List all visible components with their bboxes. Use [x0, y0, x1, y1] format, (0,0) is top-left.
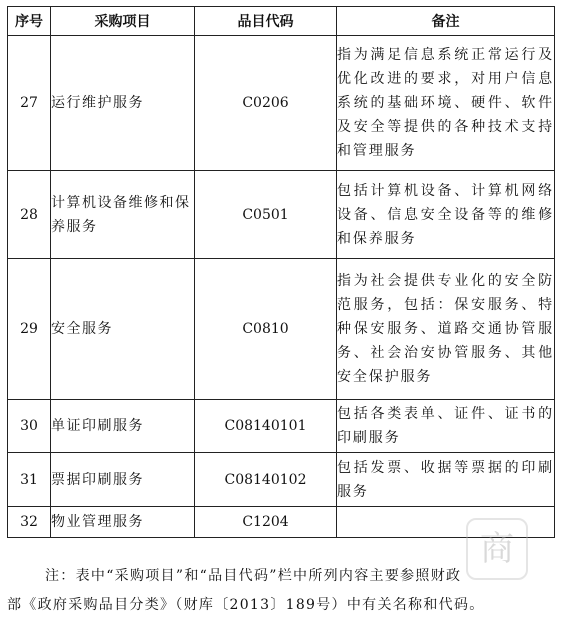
row-code: C08140101 [195, 400, 337, 453]
row-seq: 31 [8, 453, 51, 507]
header-seq: 序号 [8, 7, 51, 36]
table-header-row [8, 7, 555, 36]
row-seq: 29 [8, 259, 51, 400]
header-note: 备注 [337, 7, 555, 36]
row-seq: 30 [8, 400, 51, 453]
row-code: C0501 [195, 171, 337, 259]
row-item: 物业管理服务 [51, 507, 195, 538]
table-row [8, 259, 555, 400]
table-row [8, 400, 555, 453]
seal-watermark-icon: 商 [466, 518, 528, 580]
table-row [8, 171, 555, 259]
row-note: 包括各类表单、证件、证书的印刷服务 [337, 400, 555, 453]
row-item: 单证印刷服务 [51, 400, 195, 453]
row-note: 包括发票、收据等票据的印刷服务 [337, 453, 555, 507]
row-code: C0810 [195, 259, 337, 400]
row-note: 指为社会提供专业化的安全防范服务，包括：保安服务、特种保安服务、道路交通协管服务、社会治安协管服务、其他安全保护服务 [337, 259, 555, 400]
header-item: 采购项目 [51, 7, 195, 36]
row-seq: 27 [8, 36, 51, 171]
row-code: C0206 [195, 36, 337, 171]
table-row [8, 36, 555, 171]
row-item: 票据印刷服务 [51, 453, 195, 507]
footnote-line-2: 部《政府采购品目分类》（财库〔2013〕189号）中有关名称和代码。 [7, 597, 485, 613]
procurement-catalog-table [7, 6, 555, 538]
row-item: 运行维护服务 [51, 36, 195, 171]
row-code: C1204 [195, 507, 337, 538]
header-code: 品目代码 [195, 7, 337, 36]
table-row [8, 453, 555, 507]
row-note: 包括计算机设备、计算机网络设备、信息安全设备等的维修和保养服务 [337, 171, 555, 259]
row-note: 指为满足信息系统正常运行及优化改进的要求，对用户信息系统的基础环境、硬件、软件及安全等提供的各种技术支持和管理服务 [337, 36, 555, 171]
row-item: 计算机设备维修和保养服务 [51, 171, 195, 259]
row-seq: 32 [8, 507, 51, 538]
footnote-line-1: 注：表中“采购项目”和“品目代码”栏中所列内容主要参照财政 [45, 568, 462, 584]
row-item: 安全服务 [51, 259, 195, 400]
row-code: C08140102 [195, 453, 337, 507]
row-seq: 28 [8, 171, 51, 259]
